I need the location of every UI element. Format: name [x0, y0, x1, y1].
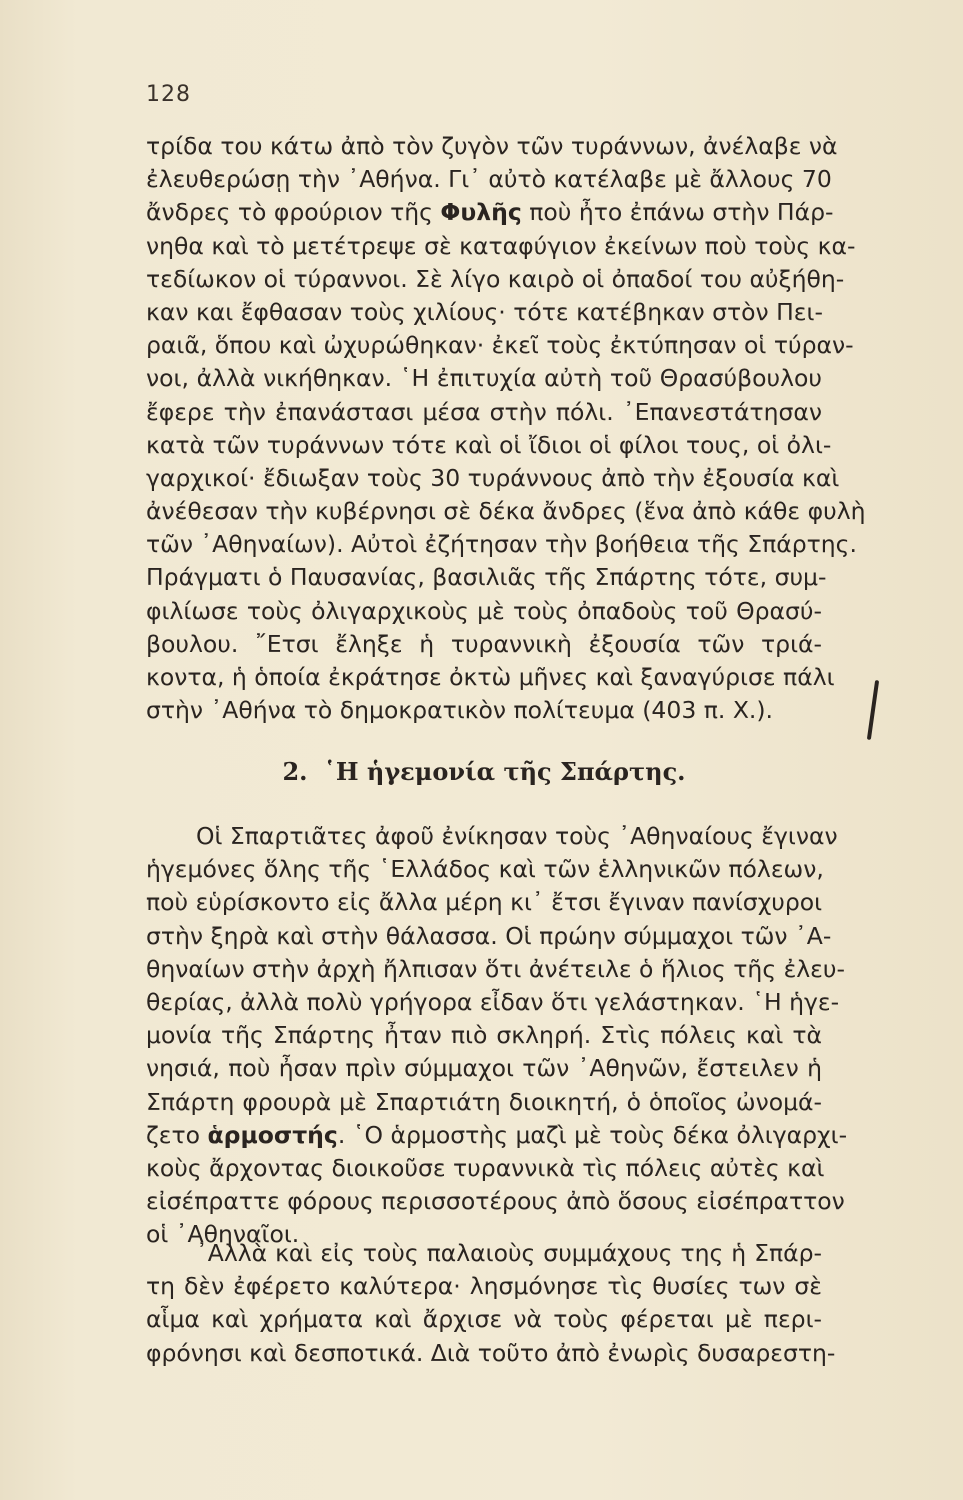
text-line: Πράγματι ὁ Παυσανίας, βασιλιᾶς τῆς Σπάρτης τότε, συμ-	[146, 563, 827, 592]
text-line: ᾿Αλλὰ καὶ εἰς τοὺς παλαιοὺς συμμάχους της ἡ Σπάρ-	[196, 1239, 822, 1267]
text-line: φιλίωσε τοὺς ὀλιγαρχικοὺς μὲ τοὺς ὀπαδοὺς τοῦ Θρασύ-	[146, 596, 822, 625]
text-fragment: ποὺ ἦτο ἐπάνω στὴν Πάρ-	[521, 198, 834, 227]
text-line	[146, 196, 834, 229]
text-line	[146, 1119, 848, 1152]
text-line: κοντα, ἡ ὁποία ἐκράτησε ὀκτὼ μῆνες καὶ ξαναγύρισε πάλι	[146, 663, 835, 691]
text-line: στὴν ᾿Αθήνα τὸ δημοκρατικὸν πολίτευμα (403 π. Χ.).	[146, 696, 774, 725]
text-line: μονία τῆς Σπάρτης ἦταν πιὸ σκληρή. Στὶς πόλεις καὶ τὰ	[146, 1021, 822, 1050]
text-line: τεδίωκον οἱ τύραννοι. Σὲ λίγο καιρὸ οἱ ὀπαδοί του αὐξήθη-	[146, 264, 845, 293]
text-fragment: ἄνδρες τὸ φρούριον τῆς	[146, 198, 441, 227]
section-title: ῾Η ἡγεμονία τῆς Σπάρτης.	[323, 757, 686, 786]
text-line: εἰσέπραττε φόρους περισσοτέρους ἀπὸ ὅσους εἰσέπραττον	[146, 1187, 845, 1216]
text-line: τῶν ᾿Αθηναίων). Αὐτοὶ ἐζήτησαν τὴν βοήθεια τῆς Σπάρτης.	[146, 530, 857, 559]
text-fragment: . ῾Ο ἁρμοστὴς μαζὶ μὲ τοὺς δέκα ὀλιγαρχι-	[337, 1120, 848, 1149]
emphasis-phyle: Φυλῆς	[440, 198, 522, 227]
text-line: ἡγεμόνες ὅλης τῆς ῾Ελλάδος καὶ τῶν ἑλληνικῶν πόλεων,	[146, 855, 824, 884]
page-number: 128	[146, 82, 191, 107]
section-number: 2.	[282, 757, 308, 786]
text-line: ἔφερε τὴν ἐπανάστασι μέσα στὴν πόλι. ᾿Επανεστάτησαν	[146, 397, 822, 426]
section-heading	[146, 757, 822, 786]
text-line: καν και ἔφθασαν τοὺς χιλίους· τότε κατέβηκαν στὸν Πει-	[146, 297, 823, 326]
pen-mark	[867, 680, 879, 740]
text-fragment: ζετο	[146, 1120, 208, 1149]
text-line: νοι, ἀλλὰ νικήθηκαν. ῾Η ἐπιτυχία αὐτὴ τοῦ Θρασύβουλου	[146, 364, 822, 393]
text-line: τρίδα του κάτω ἀπὸ τὸν ζυγὸν τῶν τυράννων, ἀνέλαβε νὰ	[146, 132, 838, 160]
text-line: γαρχικοί· ἔδιωξαν τοὺς 30 τυράννους ἀπὸ τὴν ἐξουσία καὶ	[146, 463, 840, 492]
paragraph-1	[146, 130, 866, 727]
text-line: ποὺ εὑρίσκοντο εἰς ἄλλα μέρη κι᾿ ἔτσι ἔγιναν πανίσχυροι	[146, 888, 823, 917]
text-line: κατὰ τῶν τυράννων τότε καὶ οἱ ἴδιοι οἱ φίλοι τους, οἱ ὀλι-	[146, 430, 832, 459]
text-line: ἀνέθεσαν τὴν κυβέρνησι σὲ δέκα ἄνδρες (ἕνα ἀπὸ κάθε φυλὴ	[146, 497, 866, 526]
text-line: νηθα καὶ τὸ μετέτρεψε σὲ καταφύγιον ἐκείνων ποὺ τοὺς κα-	[146, 231, 856, 260]
text-line: θηναίων στὴν ἀρχὴ ἤλπισαν ὅτι ἀνέτειλε ὁ ἥλιος τῆς ἐλευ-	[146, 954, 845, 983]
text-line: αἷμα καὶ χρήματα καὶ ἄρχισε νὰ τοὺς φέρεται μὲ περι-	[146, 1305, 822, 1334]
text-line: στὴν ξηρὰ καὶ στὴν θάλασσα. Οἱ πρώην σύμμαχοι τῶν ᾿Α-	[146, 921, 832, 950]
text-line: ραιᾶ, ὅπου καὶ ὠχυρώθηκαν· ἐκεῖ τοὺς ἐκτύπησαν οἱ τύραν-	[146, 331, 854, 360]
paragraph-3	[146, 1237, 836, 1370]
text-line: Οἱ Σπαρτιᾶτες ἀφοῦ ἐνίκησαν τοὺς ᾿Αθηναίους ἔγιναν	[196, 822, 838, 850]
text-line: Σπάρτη φρουρὰ μὲ Σπαρτιάτη διοικητή, ὁ ὁποῖος ὠνομά-	[146, 1087, 822, 1116]
text-line: κοὺς ἄρχοντας διοικοῦσε τυραννικὰ τὶς πόλεις αὐτὲς καὶ	[146, 1153, 825, 1182]
text-line: νησιά, ποὺ ἦσαν πρὶν σύμμαχοι τῶν ᾿Αθηνῶν, ἔστειλεν ἡ	[146, 1054, 822, 1083]
paragraph-2	[146, 820, 848, 1251]
emphasis-harmost: ἁρμοστής	[207, 1120, 338, 1149]
text-line: φρόνησι καὶ δεσποτικά. Διὰ τοῦτο ἀπὸ ἐνωρὶς δυσαρεστη-	[146, 1338, 836, 1367]
text-line: βουλου. ῎Ετσι ἔληξε ἡ τυραννικὴ ἐξουσία τῶν τριά-	[146, 629, 822, 658]
text-line: οἱ ᾿Αθηναῖοι.	[146, 1220, 300, 1249]
text-line: τη δὲν ἐφέρετο καλύτερα· λησμόνησε τὶς θυσίες των σὲ	[146, 1272, 822, 1301]
text-line: ἐλευθερώσῃ τὴν ᾿Αθήνα. Γι᾿ αὐτὸ κατέλαβε μὲ ἄλλους 70	[146, 165, 832, 194]
text-line: θερίας, ἀλλὰ πολὺ γρήγορα εἶδαν ὅτι γελάστηκαν. ῾Η ἡγε-	[146, 987, 840, 1016]
